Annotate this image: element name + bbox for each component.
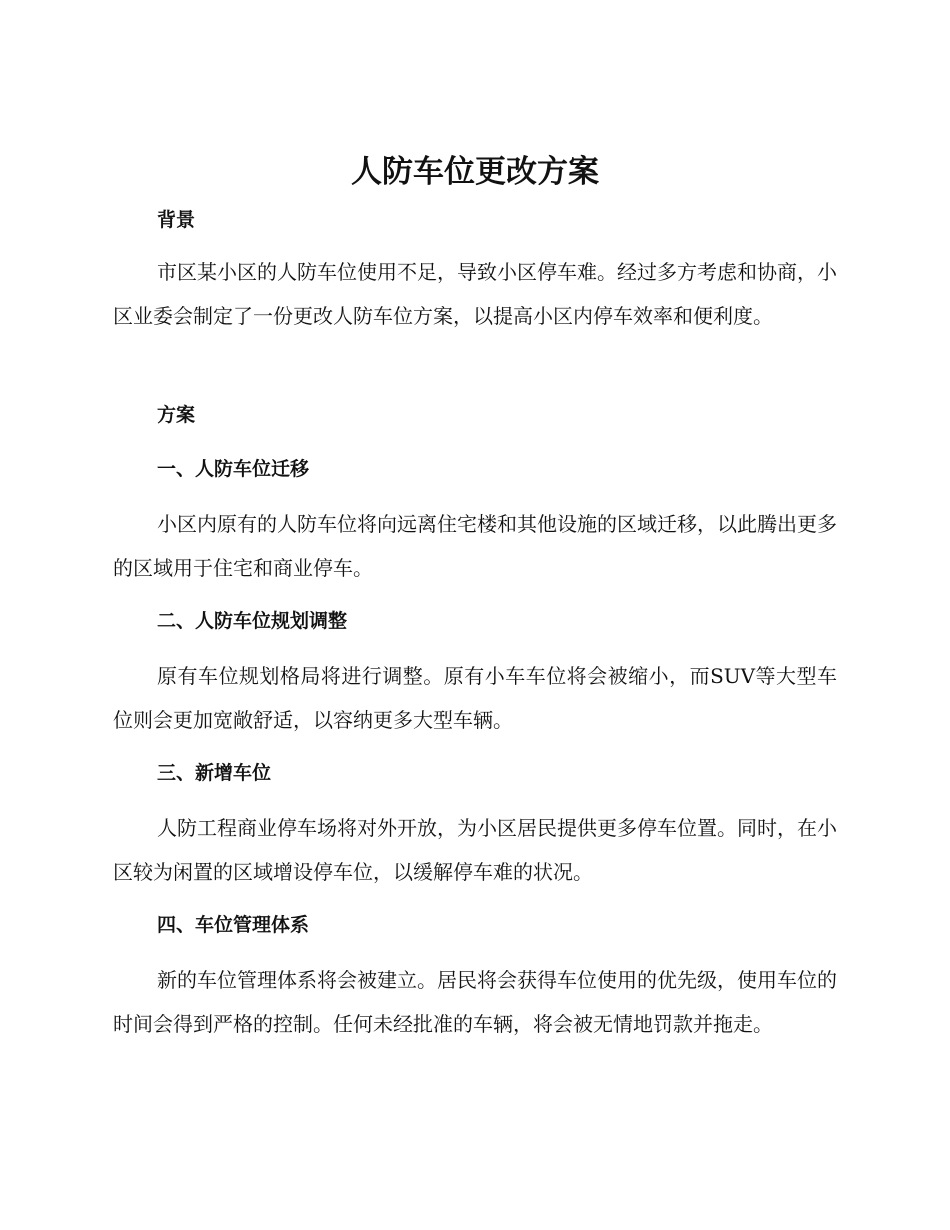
paragraph-management-system: 新的车位管理体系将会被建立。居民将会获得车位使用的优先级，使用车位的时间会得到严格的控制。任何未经批准的车辆，将会被无情地罚款并拖走。	[113, 968, 837, 1036]
heading-management-system: 四、车位管理体系	[157, 914, 310, 936]
paragraph-relocation: 小区内原有的人防车位将向远离住宅楼和其他设施的区域迁移，以此腾出更多的区域用于住宅和商业停车。	[113, 512, 837, 580]
paragraph-layout-adjustment: 原有车位规划格局将进行调整。原有小车车位将会被缩小，而SUV等大型车位则会更加宽敞舒适，以容纳更多大型车辆。	[113, 664, 837, 732]
heading-background: 背景	[157, 209, 196, 231]
heading-layout-adjustment: 二、人防车位规划调整	[157, 610, 348, 632]
heading-new-spaces: 三、新增车位	[157, 762, 272, 784]
paragraph-new-spaces: 人防工程商业停车场将对外开放，为小区居民提供更多停车位置。同时，在小区较为闲置的区域增设停车位，以缓解停车难的状况。	[113, 816, 837, 884]
heading-relocation: 一、人防车位迁移	[157, 458, 310, 480]
heading-plan: 方案	[157, 404, 196, 426]
paragraph-background: 市区某小区的人防车位使用不足，导致小区停车难。经过多方考虑和协商，小区业委会制定了一份更改人防车位方案，以提高小区内停车效率和便利度。	[113, 260, 837, 328]
document-title: 人防车位更改方案	[351, 154, 599, 190]
